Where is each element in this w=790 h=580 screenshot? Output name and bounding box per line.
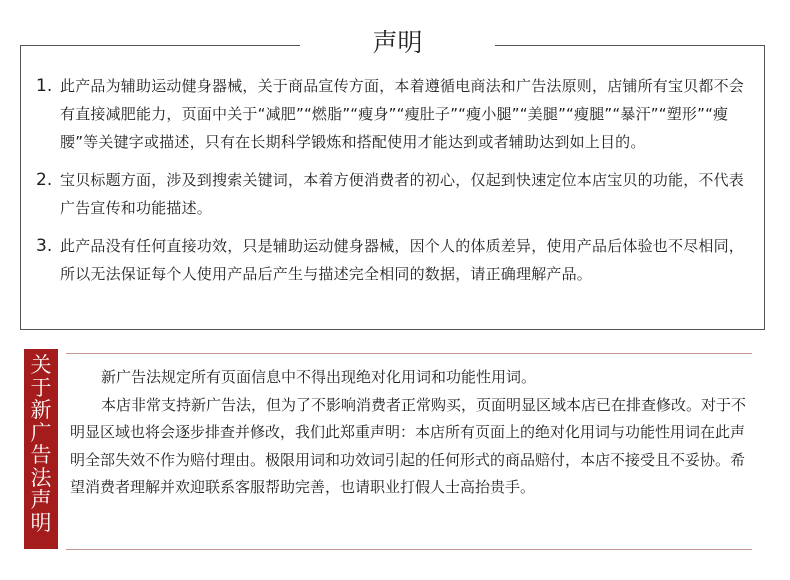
item-text: 此产品没有任何直接功效，只是辅助运动健身器械，因个人的体质差异，使用产品后体验也不尽相同，所以无法保证每个人使用产品后产生与描述完全相同的数据，请正确理解产品。 bbox=[60, 237, 745, 283]
side-char: 声 bbox=[30, 488, 52, 512]
side-char: 于 bbox=[30, 375, 52, 400]
statement-list bbox=[36, 72, 756, 298]
statement-item-3 bbox=[36, 232, 756, 288]
side-label bbox=[24, 349, 58, 549]
item-text: 宝贝标题方面，涉及到搜索关键词，本着方便消费者的初心，仅起到快速定位本店宝贝的功能，不代表广告宣传和功能描述。 bbox=[60, 171, 745, 217]
side-char: 广 bbox=[30, 420, 52, 445]
item-text: 此产品为辅助运动健身器械，关于商品宣传方面，本着遵循电商法和广告法原则，店铺所有宝贝都不会有直接减肥能力，页面中关于“减肥”“燃脂”“瘦身”“瘦肚子”“瘦小腿”“美腿”“瘦腿”“暴汗”“塑形”“瘦腰”等关键字或描述，只有在长期科学锻炼和搭配使用才能达到或者辅助达到如上目的。 bbox=[60, 77, 745, 151]
item-number: 3. bbox=[36, 236, 53, 256]
note-paragraph: 新广告法规定所有页面信息中不得出现绝对化用词和功能性用词。 bbox=[101, 368, 537, 386]
top-divider bbox=[66, 353, 752, 354]
item-number: 2. bbox=[36, 170, 53, 190]
side-char: 明 bbox=[30, 510, 52, 535]
side-char: 关 bbox=[30, 353, 52, 377]
law-note bbox=[70, 364, 750, 502]
side-char: 法 bbox=[30, 465, 52, 490]
statement-item-1 bbox=[36, 72, 756, 156]
statement-item-2 bbox=[36, 166, 756, 222]
item-number: 1. bbox=[36, 76, 53, 96]
note-paragraph: 本店非常支持新广告法，但为了不影响消费者正常购买，页面明显区域本店已在排查修改。对于不明显区域也将会逐步排查并修改，我们此郑重声明：本店所有页面上的绝对化用词与功能性用词在此声明全部失效不作为赔付理由。极限用词和功效词引起的任何形式的商品赔付，本店不接受且不妥协。希望消费者理解并欢迎联系客服帮助完善，也请职业打假人士高抬贵手。 bbox=[70, 395, 747, 496]
statement-title: 声明 bbox=[300, 22, 495, 64]
side-char: 新 bbox=[30, 398, 52, 422]
bottom-divider bbox=[66, 549, 752, 550]
side-char: 告 bbox=[30, 443, 52, 467]
